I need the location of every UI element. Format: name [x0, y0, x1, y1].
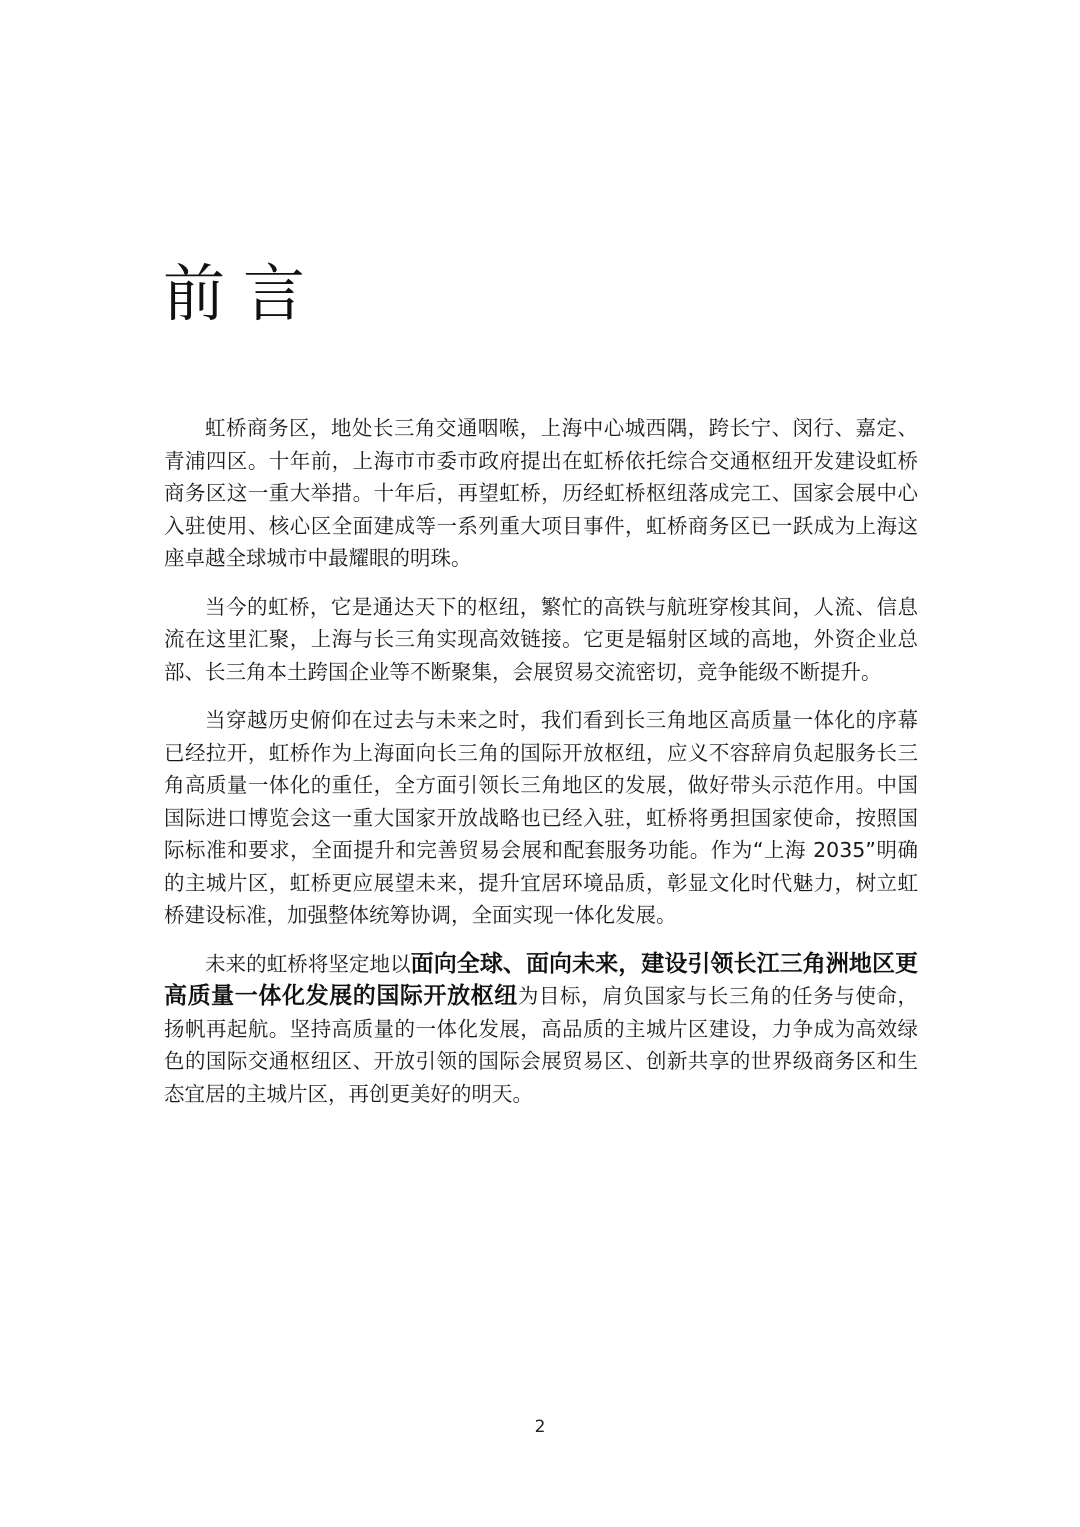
- paragraph-4-lead: 未来的虹桥将坚定地以: [205, 951, 411, 976]
- paragraph-3: 当穿越历史俯仰在过去与未来之时，我们看到长三角地区高质量一体化的序幕已经拉开，虹桥作为上海面向长三角的国际开放枢纽，应义不容辞肩负起服务长三角高质量一体化的重任，全方面引领长三角地区的发展，做好带头示范作用。中国国际进口博览会这一重大国家开放战略也已经入驻，虹桥将勇担国家使命，按照国际标准和要求，全面提升和完善贸易会展和配套服务功能。作为“上海 2035”明确的主城片区，虹桥更应展望未来，提升宜居环境品质，彰显文化时代魅力，树立虹桥建设标准，加强整体统筹协调，全面实现一体化发展。: [164, 708, 918, 927]
- page-title: 前言: [163, 257, 324, 330]
- paragraph-4-emphasis: 面向全球、面向未来，建设引领长江三角洲地区更高质量一体化发展的国际开放枢纽: [164, 950, 919, 1009]
- paragraph-2: 当今的虹桥，它是通达天下的枢纽，繁忙的高铁与航班穿梭其间，人流、信息流在这里汇聚，上海与长三角实现高效链接。它更是辐射区域的高地，外资企业总部、长三角本土跨国企业等不断聚集，会展贸易交流密切，竞争能级不断提升。: [164, 594, 918, 684]
- paragraph-4-rest: 为目标，肩负国家与长三角的任务与使命，扬帆再起航。坚持高质量的一体化发展，高品质的主城片区建设，力争成为高效绿色的国际交通枢纽区、开放引领的国际会展贸易区、创新共享的世界级商务区和生态宜居的主城片区，再创更美好的明天。: [164, 984, 919, 1106]
- document-body: [164, 412, 918, 1126]
- page-number: 2: [534, 1417, 546, 1437]
- paragraph-1: 虹桥商务区，地处长三角交通咽喉，上海中心城西隅，跨长宁、闵行、嘉定、青浦四区。十年前，上海市市委市政府提出在虹桥依托综合交通枢纽开发建设虹桥商务区这一重大举措。十年后，再望虹桥，历经虹桥枢纽落成完工、国家会展中心入驻使用、核心区全面建成等一系列重大项目事件，虹桥商务区已一跃成为上海这座卓越全球城市中最耀眼的明珠。: [164, 416, 918, 570]
- paragraph-4: [164, 948, 918, 1111]
